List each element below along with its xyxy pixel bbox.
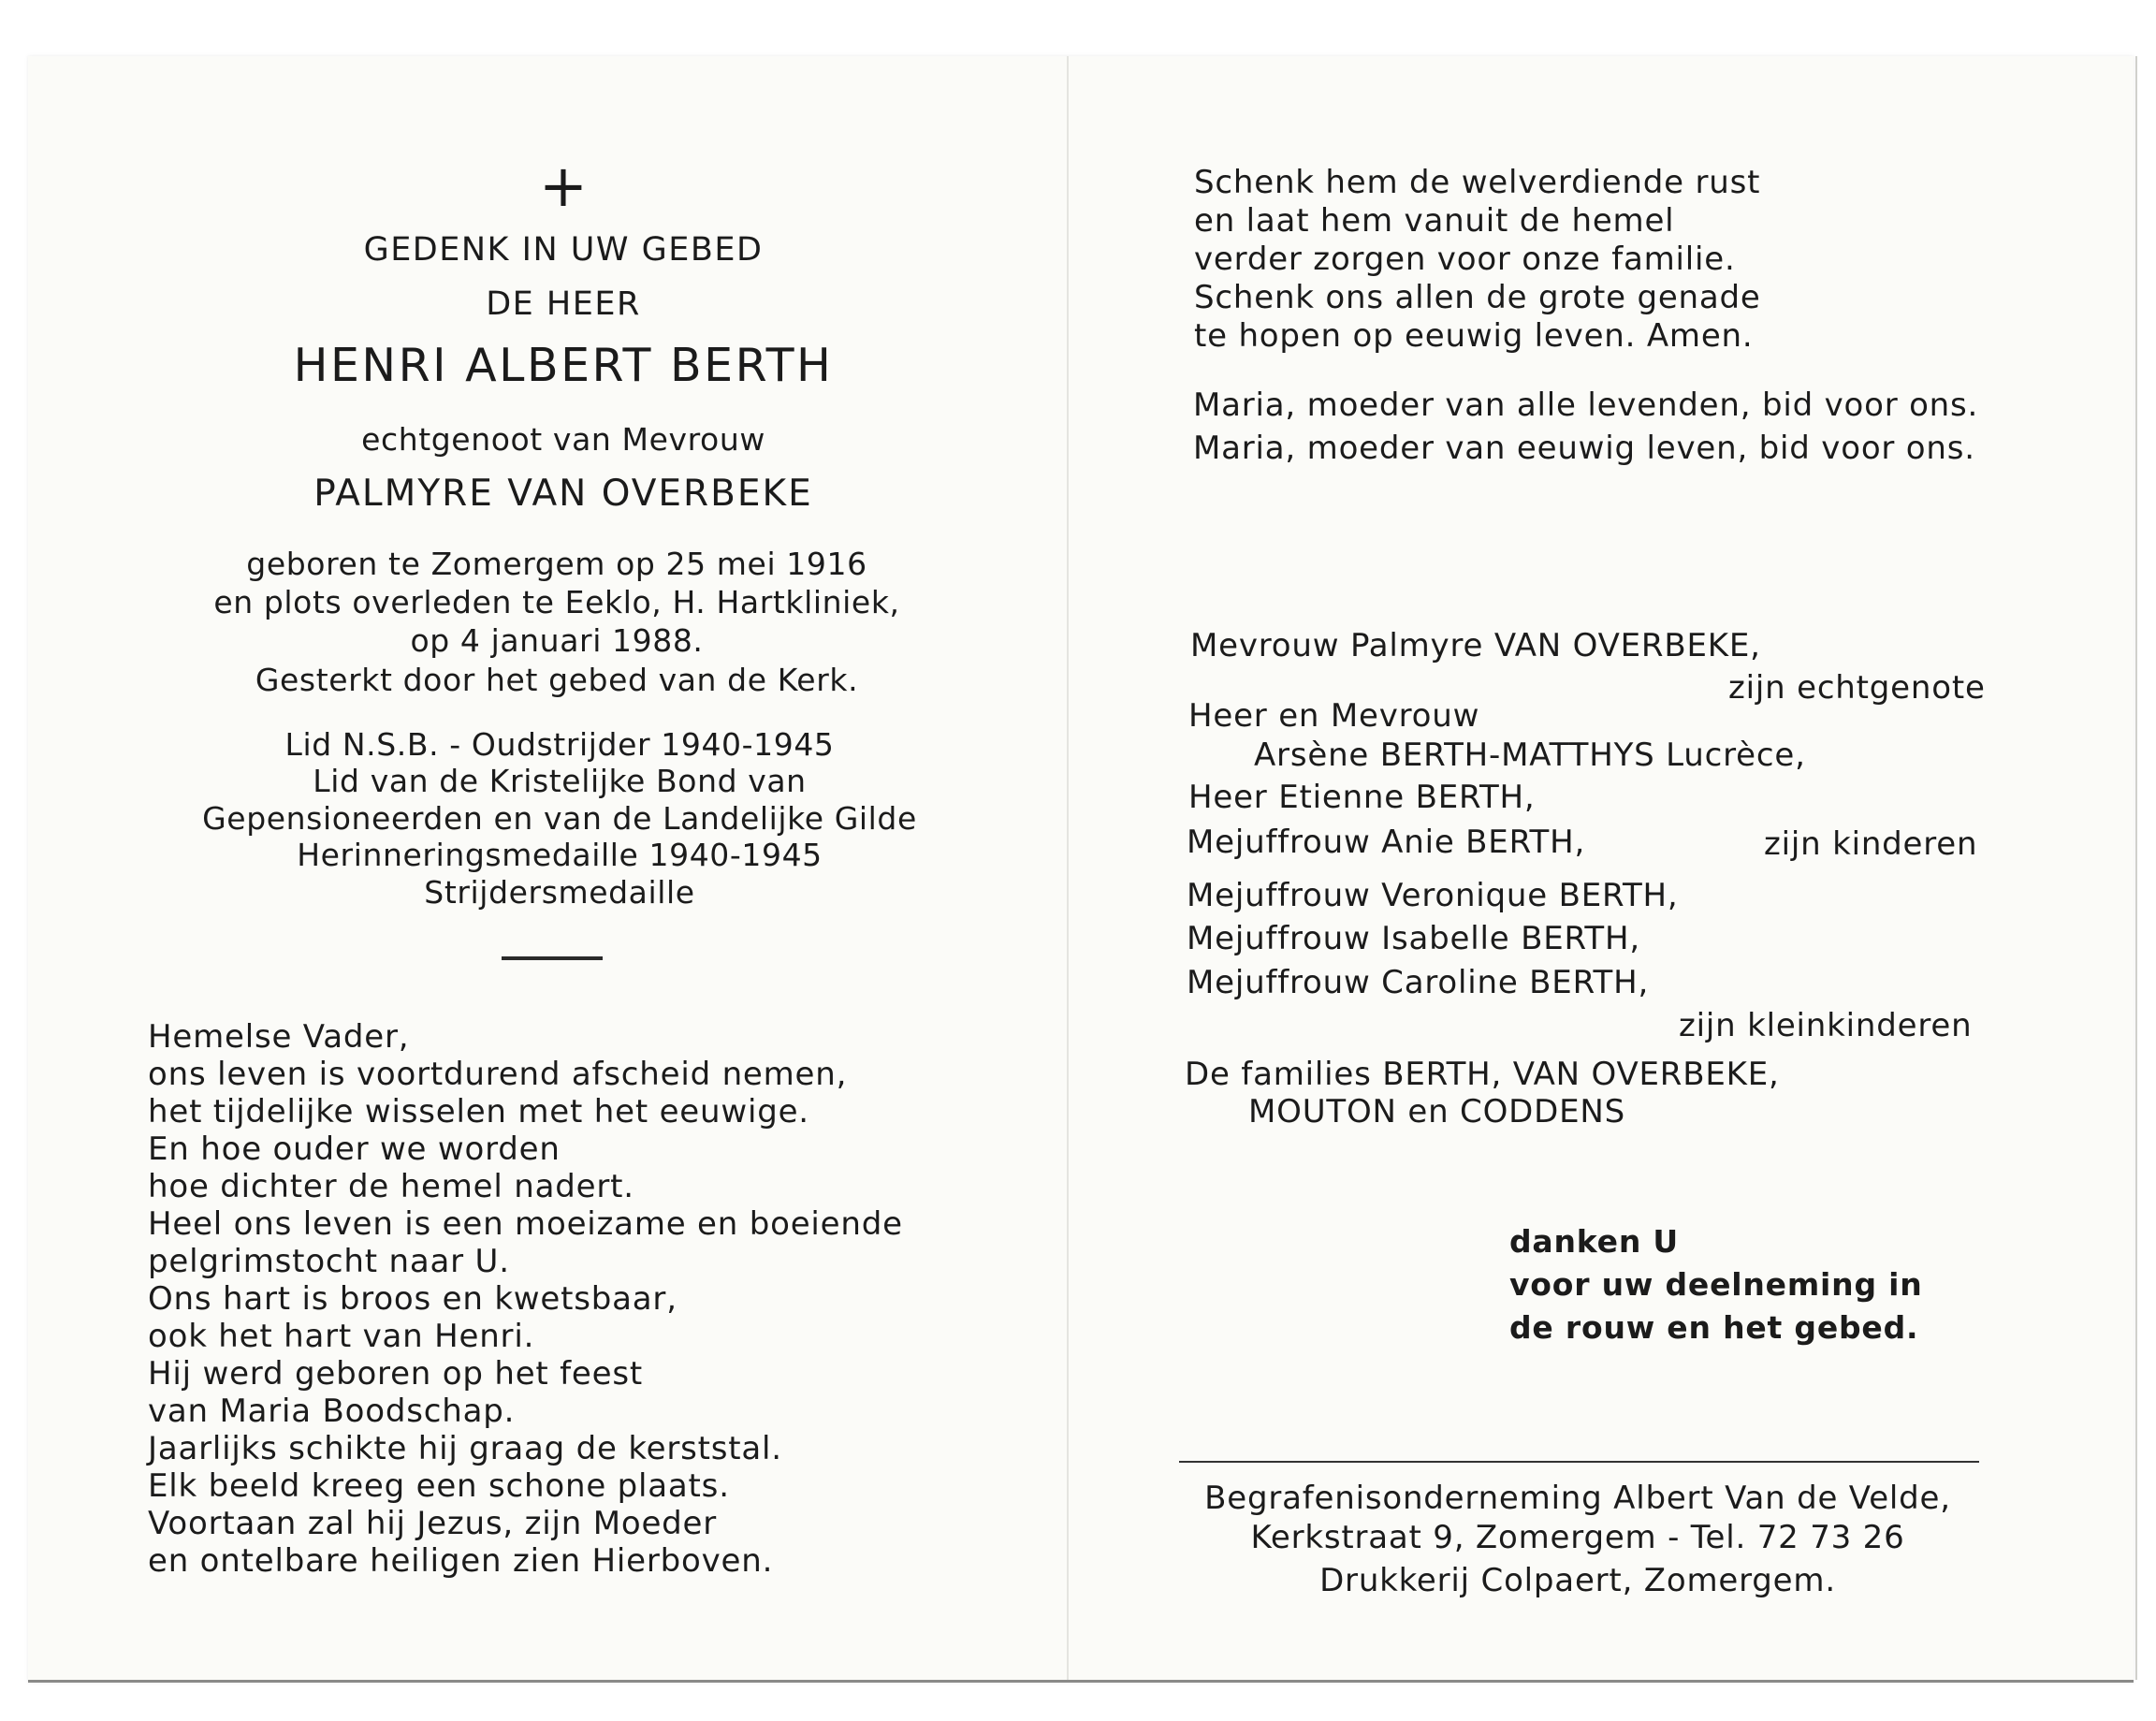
thanks-line: voor uw deelneming in bbox=[1509, 1266, 1923, 1303]
closing-prayer-line: te hopen op eeuwig leven. Amen. bbox=[1194, 317, 1754, 355]
prayer-text bbox=[148, 1018, 903, 1580]
families-line-1: De families BERTH, VAN OVERBEKE, bbox=[1185, 1056, 1780, 1093]
family-child3: Mejuffrouw Anie BERTH, bbox=[1187, 824, 1586, 861]
prayer-line: Jaarlijks schikte hij graag de kerststal. bbox=[148, 1430, 782, 1467]
left-panel bbox=[0, 0, 1067, 1721]
prayer-line: hoe dichter de hemel nadert. bbox=[148, 1168, 634, 1205]
invocation-2: Maria, moeder van eeuwig leven, bid voor ons. bbox=[1193, 430, 1975, 467]
prayer-line: Heel ons leven is een moeizame en boeiende bbox=[148, 1205, 903, 1243]
deceased-name: HENRI ALBERT BERTH bbox=[293, 339, 834, 392]
right-panel bbox=[1069, 0, 2145, 1721]
prayer-line: van Maria Boodschap. bbox=[148, 1393, 516, 1430]
prayer-line: Ons hart is broos en kwetsbaar, bbox=[148, 1280, 677, 1318]
header-line-1: GEDENK IN UW GEBED bbox=[363, 231, 764, 269]
footer-line-1: Begrafenisonderneming Albert Van de Velde, bbox=[1204, 1480, 1951, 1517]
family-child1-line1: Heer en Mevrouw bbox=[1188, 697, 1480, 735]
prayer-line: Hij werd geboren op het feest bbox=[148, 1355, 643, 1393]
family-child1-line2: Arsène BERTH-MATTHYS Lucrèce, bbox=[1254, 737, 1806, 774]
family-spouse-role: zijn echtgenote bbox=[1728, 669, 1986, 707]
prayer-line: Elk beeld kreeg een schone plaats. bbox=[148, 1467, 730, 1505]
membership-line-1: Lid N.S.B. - Oudstrijder 1940-1945 bbox=[284, 726, 835, 763]
closing-prayer bbox=[1194, 164, 1761, 356]
family-grandchild3: Mejuffrouw Caroline BERTH, bbox=[1187, 964, 1650, 1001]
thanks-block bbox=[1509, 1220, 1923, 1349]
prayer-line: het tijdelijke wisselen met het eeuwige. bbox=[148, 1093, 809, 1130]
bio-line-1: geboren te Zomergem op 25 mei 1916 bbox=[246, 546, 867, 582]
section-divider bbox=[502, 956, 603, 960]
prayer-line: en ontelbare heiligen zien Hierboven. bbox=[148, 1542, 774, 1580]
prayer-line: Voortaan zal hij Jezus, zijn Moeder bbox=[148, 1505, 718, 1542]
invocation-1: Maria, moeder van alle levenden, bid voor ons. bbox=[1193, 386, 1979, 424]
header-line-2: DE HEER bbox=[486, 285, 641, 323]
membership-line-2: Lid van de Kristelijke Bond van bbox=[313, 763, 807, 799]
footer-rule bbox=[1179, 1461, 1979, 1463]
family-grandchild1: Mejuffrouw Veronique BERTH, bbox=[1187, 877, 1679, 914]
prayer-line: ook het hart van Henri. bbox=[148, 1318, 535, 1355]
bio-line-4: Gesterkt door het gebed van de Kerk. bbox=[255, 662, 859, 698]
closing-prayer-line: Schenk hem de welverdiende rust bbox=[1194, 164, 1761, 201]
family-grandchild2: Mejuffrouw Isabelle BERTH, bbox=[1187, 920, 1640, 957]
membership-line-5: Strijdersmedaille bbox=[424, 874, 695, 911]
closing-prayer-line: verder zorgen voor onze familie. bbox=[1194, 241, 1736, 278]
cross-icon: + bbox=[539, 152, 588, 220]
prayer-line: pelgrimstocht naar U. bbox=[148, 1243, 510, 1280]
bio-line-3: op 4 januari 1988. bbox=[410, 622, 704, 659]
families-line-2: MOUTON en CODDENS bbox=[1248, 1093, 1625, 1130]
closing-prayer-line: Schenk ons allen de grote genade bbox=[1194, 279, 1761, 316]
thanks-line: danken U bbox=[1509, 1223, 1680, 1260]
family-children-role: zijn kinderen bbox=[1764, 825, 1978, 863]
prayer-line: Hemelse Vader, bbox=[148, 1018, 410, 1056]
family-grandchildren-role: zijn kleinkinderen bbox=[1679, 1007, 1973, 1044]
footer-line-2: Kerkstraat 9, Zomergem - Tel. 72 73 26 bbox=[1250, 1519, 1905, 1556]
footer-line-3: Drukkerij Colpaert, Zomergem. bbox=[1319, 1562, 1836, 1599]
spouse-intro: echtgenoot van Mevrouw bbox=[361, 421, 765, 458]
membership-line-4: Herinneringsmedaille 1940-1945 bbox=[297, 837, 823, 873]
spouse-name: PALMYRE VAN OVERBEKE bbox=[313, 473, 813, 515]
membership-line-3: Gepensioneerden en van de Landelijke Gilde bbox=[202, 800, 917, 837]
prayer-line: ons leven is voortdurend afscheid nemen, bbox=[148, 1056, 848, 1093]
family-spouse: Mevrouw Palmyre VAN OVERBEKE, bbox=[1190, 627, 1761, 664]
prayer-line: En hoe ouder we worden bbox=[148, 1130, 561, 1168]
thanks-line: de rouw en het gebed. bbox=[1509, 1309, 1919, 1346]
bio-line-2: en plots overleden te Eeklo, H. Hartkliniek, bbox=[213, 584, 900, 620]
family-child2: Heer Etienne BERTH, bbox=[1188, 779, 1536, 816]
closing-prayer-line: en laat hem vanuit de hemel bbox=[1194, 202, 1675, 240]
